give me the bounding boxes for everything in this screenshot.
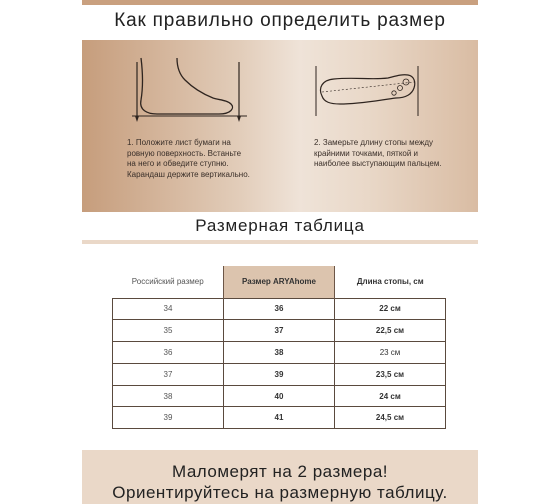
- cell-aryahome-size: 40: [224, 385, 335, 407]
- cell-russian-size: 37: [113, 363, 224, 385]
- cell-russian-size: 35: [113, 320, 224, 342]
- cell-russian-size: 39: [113, 407, 224, 429]
- instruction-step-2: 2. Замерьте длину стопы между крайними точками, пяткой и наиболее выступающим пальцем.: [314, 138, 442, 168]
- cell-russian-size: 38: [113, 385, 224, 407]
- cell-russian-size: 34: [113, 298, 224, 320]
- top-accent-bar: [82, 0, 478, 5]
- size-table-title: Размерная таблица: [195, 216, 365, 235]
- cell-russian-size: 36: [113, 342, 224, 364]
- cell-aryahome-size: 38: [224, 342, 335, 364]
- table-row: [113, 342, 446, 364]
- cell-foot-length: 23 см: [335, 342, 446, 364]
- cell-aryahome-size: 41: [224, 407, 335, 429]
- cell-foot-length: 22,5 см: [335, 320, 446, 342]
- footer-note-line-2: Ориентируйтесь на размерную таблицу.: [112, 483, 448, 502]
- table-row: [113, 363, 446, 385]
- footer-note-line-1: Маломерят на 2 размера!: [171, 462, 389, 481]
- instructions-panel: [82, 40, 478, 212]
- cell-foot-length: 24,5 см: [335, 407, 446, 429]
- table-row: [113, 407, 446, 429]
- size-table: [112, 266, 446, 429]
- table-row: [113, 298, 446, 320]
- cell-aryahome-size: 39: [224, 363, 335, 385]
- header-foot-length: Длина стопы, см: [356, 277, 424, 286]
- cell-foot-length: 22 см: [335, 298, 446, 320]
- foot-top-illustration: [310, 60, 430, 120]
- foot-side-illustration: [127, 54, 255, 124]
- header-aryahome-size: Размер ARYAhome: [224, 266, 335, 298]
- table-row: [113, 385, 446, 407]
- header-russian-size: Российский размер: [131, 277, 204, 286]
- table-row: [113, 320, 446, 342]
- cell-aryahome-size: 36: [224, 298, 335, 320]
- cell-foot-length: 23,5 см: [335, 363, 446, 385]
- cell-foot-length: 24 см: [335, 385, 446, 407]
- instruction-step-1: 1. Положите лист бумаги на ровную поверхность. Встаньте на него и обведите ступню. Карандаш держите вертикально.: [127, 138, 250, 179]
- page-title: Как правильно определить размер: [114, 10, 446, 31]
- cell-aryahome-size: 37: [224, 320, 335, 342]
- table-title-bar: [82, 240, 478, 244]
